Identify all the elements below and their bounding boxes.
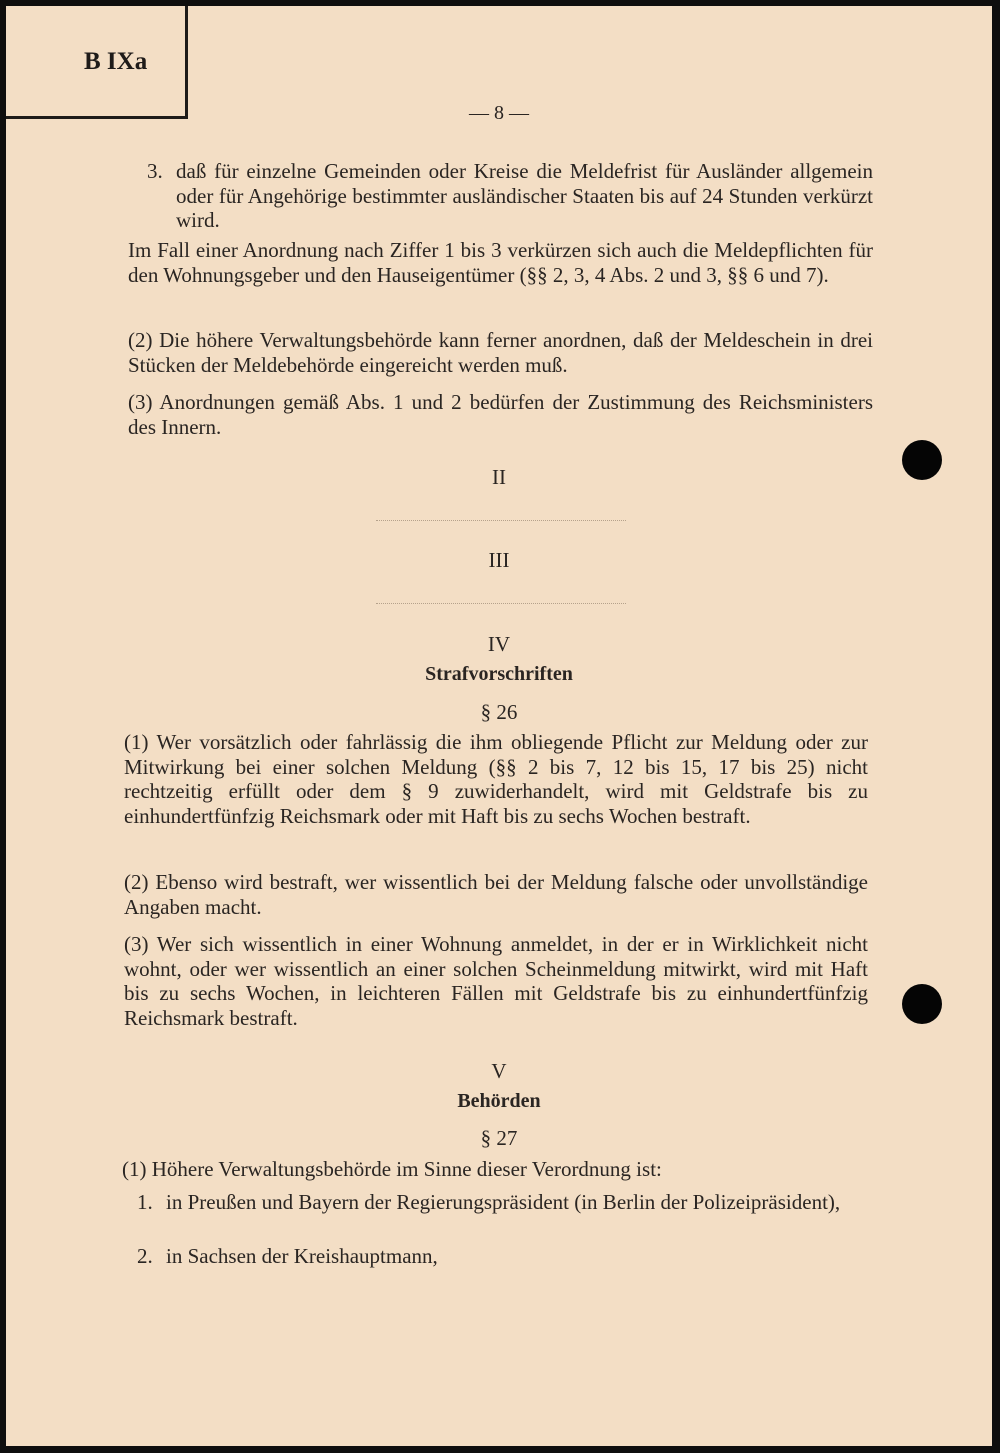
list-item-number: 1.: [137, 1190, 153, 1214]
list-item-text: in Sachsen der Kreishauptmann,: [166, 1244, 438, 1268]
section-heading-ii: II: [492, 465, 506, 489]
section-heading-iv: IV: [487, 632, 511, 656]
paragraph-26-2: (2) Ebenso wird bestraft, wer wissentlich bei der Meldung falsche oder unvollständige Angaben macht.: [124, 870, 868, 919]
list-item-number: 2.: [137, 1244, 153, 1268]
document-page: [6, 6, 992, 1446]
punch-hole: [902, 440, 942, 480]
omission-dots: [376, 520, 626, 521]
section-title-behoerden: Behörden: [457, 1090, 541, 1112]
list-item-number: 3.: [147, 159, 163, 183]
punch-hole: [902, 984, 942, 1024]
paragraph-2: (2) Die höhere Verwaltungsbehörde kann ferner anordnen, daß der Meldeschein in drei Stücken der Meldebehörde eingereicht werden muß.: [128, 328, 873, 377]
paragraph-heading-27: § 27: [480, 1126, 518, 1150]
section-heading-v: V: [491, 1059, 507, 1083]
paragraph-27-1: (1) Höhere Verwaltungsbehörde im Sinne dieser Verordnung ist:: [122, 1157, 662, 1181]
archive-signature: B IXa: [84, 48, 148, 75]
section-title-strafvorschriften: Strafvorschriften: [425, 663, 573, 685]
paragraph-3: (3) Anordnungen gemäß Abs. 1 und 2 bedürfen der Zustimmung des Reichsministers des Innern.: [128, 390, 873, 439]
list-item-text: daß für einzelne Gemeinden oder Kreise die Meldefrist für Ausländer allgemein oder für Angehörige bestimmter ausländischer Staaten bis auf 24 Stunden verkürzt wird.: [176, 159, 873, 232]
page-number: — 8 —: [469, 102, 529, 124]
list-item-text: in Preußen und Bayern der Regierungspräsident (in Berlin der Polizeipräsident),: [166, 1190, 841, 1214]
omission-dots: [376, 603, 626, 604]
paragraph-26-3: (3) Wer sich wissentlich in einer Wohnung anmeldet, in der er in Wirklichkeit nicht wohnt, oder wer wissentlich an einer solchen Scheinmeldung mitwirkt, wird mit Haft bis zu sechs Wochen, in leichteren Fällen mit Geldstrafe bis zu einhundertfünfzig Reichsmark bestraft.: [124, 932, 868, 1030]
paragraph-im-fall: Im Fall einer Anordnung nach Ziffer 1 bis 3 verkürzen sich auch die Meldepflichten für den Wohnungsgeber und den Hauseigentümer (§§ 2, 3, 4 Abs. 2 und 3, §§ 6 und 7).: [128, 238, 873, 287]
paragraph-heading-26: § 26: [480, 700, 518, 724]
section-heading-iii: III: [488, 548, 510, 572]
paragraph-26-1: (1) Wer vorsätzlich oder fahrlässig die ihm obliegende Pflicht zur Meldung oder zur Mitwirkung bei einer solchen Meldung (§§ 2 bis 7, 12 bis 15, 17 bis 25) nicht rechtzeitig erfüllt oder dem § 9 zuwiderhandelt, wird mit Geldstrafe bis zu einhundertfünfzig Reichsmark oder mit Haft bis zu sechs Wochen bestraft.: [124, 730, 868, 828]
